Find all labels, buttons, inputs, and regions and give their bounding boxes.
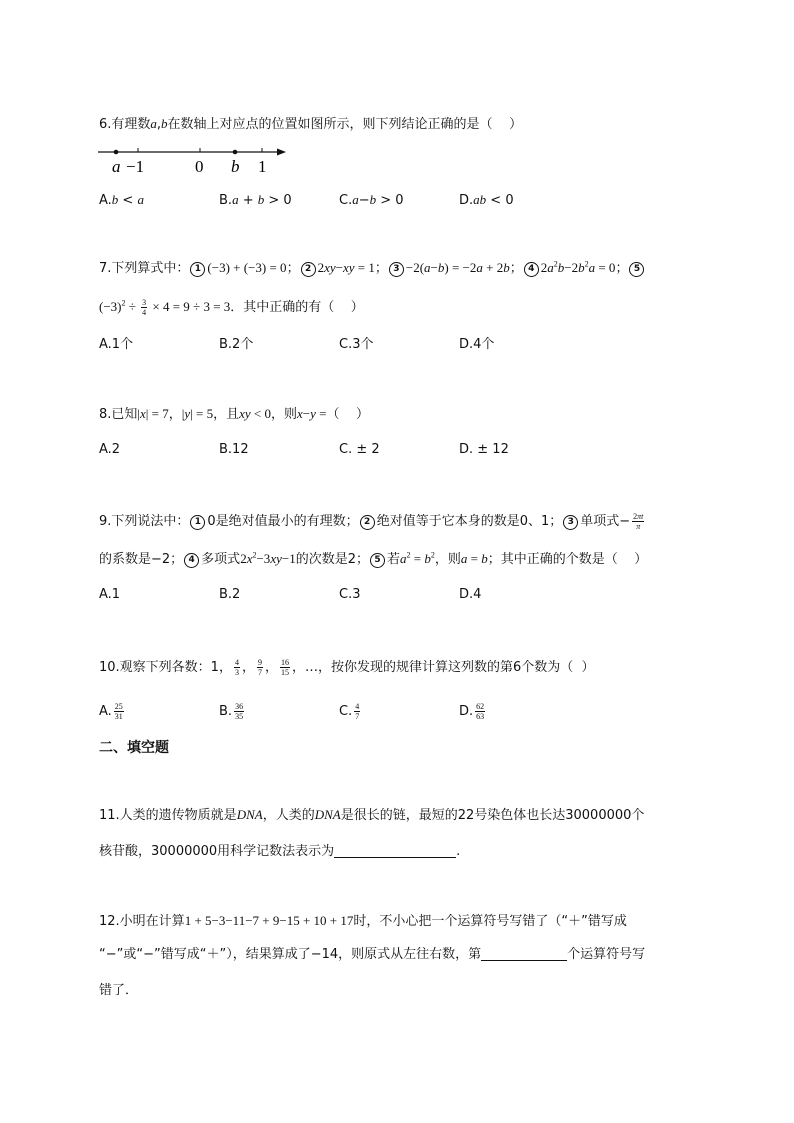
option-c[interactable]: C.3 — [339, 587, 361, 602]
point-b — [233, 150, 238, 155]
section-heading: 二、填空题 — [99, 740, 169, 756]
option-b[interactable]: B. $\frac{36}{35}$ — [219, 702, 244, 721]
label-a: a — [112, 157, 121, 175]
option-c[interactable]: C.a−b > 0 — [339, 192, 404, 208]
option-c[interactable]: C. $\frac{4}{7}$ — [339, 702, 360, 721]
option-b[interactable]: B.a + b > 0 — [219, 192, 292, 208]
option-d[interactable]: D. ± 12 — [459, 442, 509, 457]
label-zero: 0 — [195, 157, 204, 175]
question-9-line-1: 9.下列说法中： 1 0是绝对值最小的有理数； 2 绝对值等于它本身的数是0、1； 3 单项式− $\frac{2\pi t}{\pi}$ — [99, 512, 644, 531]
question-6-stem: 6.有理数a,b在数轴上对应点的位置如图所示，则下列结论正确的是（ ） — [99, 116, 523, 132]
question-7-line-2: $(-3)^2$ ÷ $\frac{3}{4}$ × 4 = 9 ÷ 3 = 3．其中正确的有（ ） — [99, 298, 364, 317]
option-c[interactable]: C.3个 — [339, 337, 374, 352]
question-12-line-1: 12.小明在计算1 + 5−3−11−7 + 9−15 + 10 + 17时，不小心把一个运算符号写错了（“＋”错写成 — [99, 913, 627, 929]
option-a[interactable]: A.2 — [99, 442, 121, 457]
option-b[interactable]: B.12 — [219, 442, 249, 457]
answer-blank[interactable] — [481, 946, 567, 961]
option-c[interactable]: C. ± 2 — [339, 442, 380, 457]
option-a[interactable]: A.1 — [99, 587, 121, 602]
option-d[interactable]: D.4 — [459, 587, 482, 602]
question-7-line-1: 7.下列算式中： 1 (−3) + (−3) = 0； 2 2xy−xy = 1； 3 −2(a−b) = −2a + 2b； 4 $2a^2b-2b^2a = 0$； 5 — [99, 259, 646, 278]
option-b[interactable]: B.2 — [219, 587, 241, 602]
question-9-line-2: 的系数是−2； 4 多项式$2x^2-3xy-1$的次数是2； 5 若$a^2 = b^2$，则a = b；其中正确的个数是（ ） — [99, 550, 648, 567]
option-a[interactable]: A.1个 — [99, 337, 134, 352]
option-a[interactable]: A. $\frac{25}{31}$ — [99, 702, 123, 721]
option-d[interactable]: D.ab < 0 — [459, 192, 514, 208]
option-d[interactable]: D.4个 — [459, 337, 495, 352]
label-minus-one: −1 — [126, 157, 145, 175]
question-8-stem: 8.已知|x| = 7，|y| = 5，且xy < 0，则x−y =（ ） — [99, 406, 370, 422]
answer-blank[interactable] — [334, 843, 456, 858]
label-b: b — [231, 157, 240, 175]
option-d[interactable]: D. $\frac{62}{63}$ — [459, 702, 485, 721]
number-line-figure — [96, 141, 296, 175]
point-a — [114, 150, 119, 155]
option-b[interactable]: B.2个 — [219, 337, 254, 352]
question-11-line-2: 核苷酸，30000000用科学记数法表示为 . — [99, 844, 461, 859]
question-10-stem: 10.观察下列各数：1， $\frac{4}{3}$ ， $\frac{9}{7}$ ， $\frac{16}{15}$ ，…，按你发现的规律计算这列数的第6个数为（ ） — [99, 658, 595, 677]
label-one: 1 — [258, 157, 267, 175]
question-12-line-2: “−”或“−”错写成“＋”），结果算成了−14，则原式从左往右数，第 个运算符号写 — [99, 947, 646, 962]
option-a[interactable]: A.b < a — [99, 192, 144, 208]
question-12-line-3: 错了． — [99, 983, 139, 998]
question-11-line-1: 11.人类的遗传物质就是DNA，人类的DNA是很长的链，最短的22号染色体也长达30000000个 — [99, 807, 645, 823]
